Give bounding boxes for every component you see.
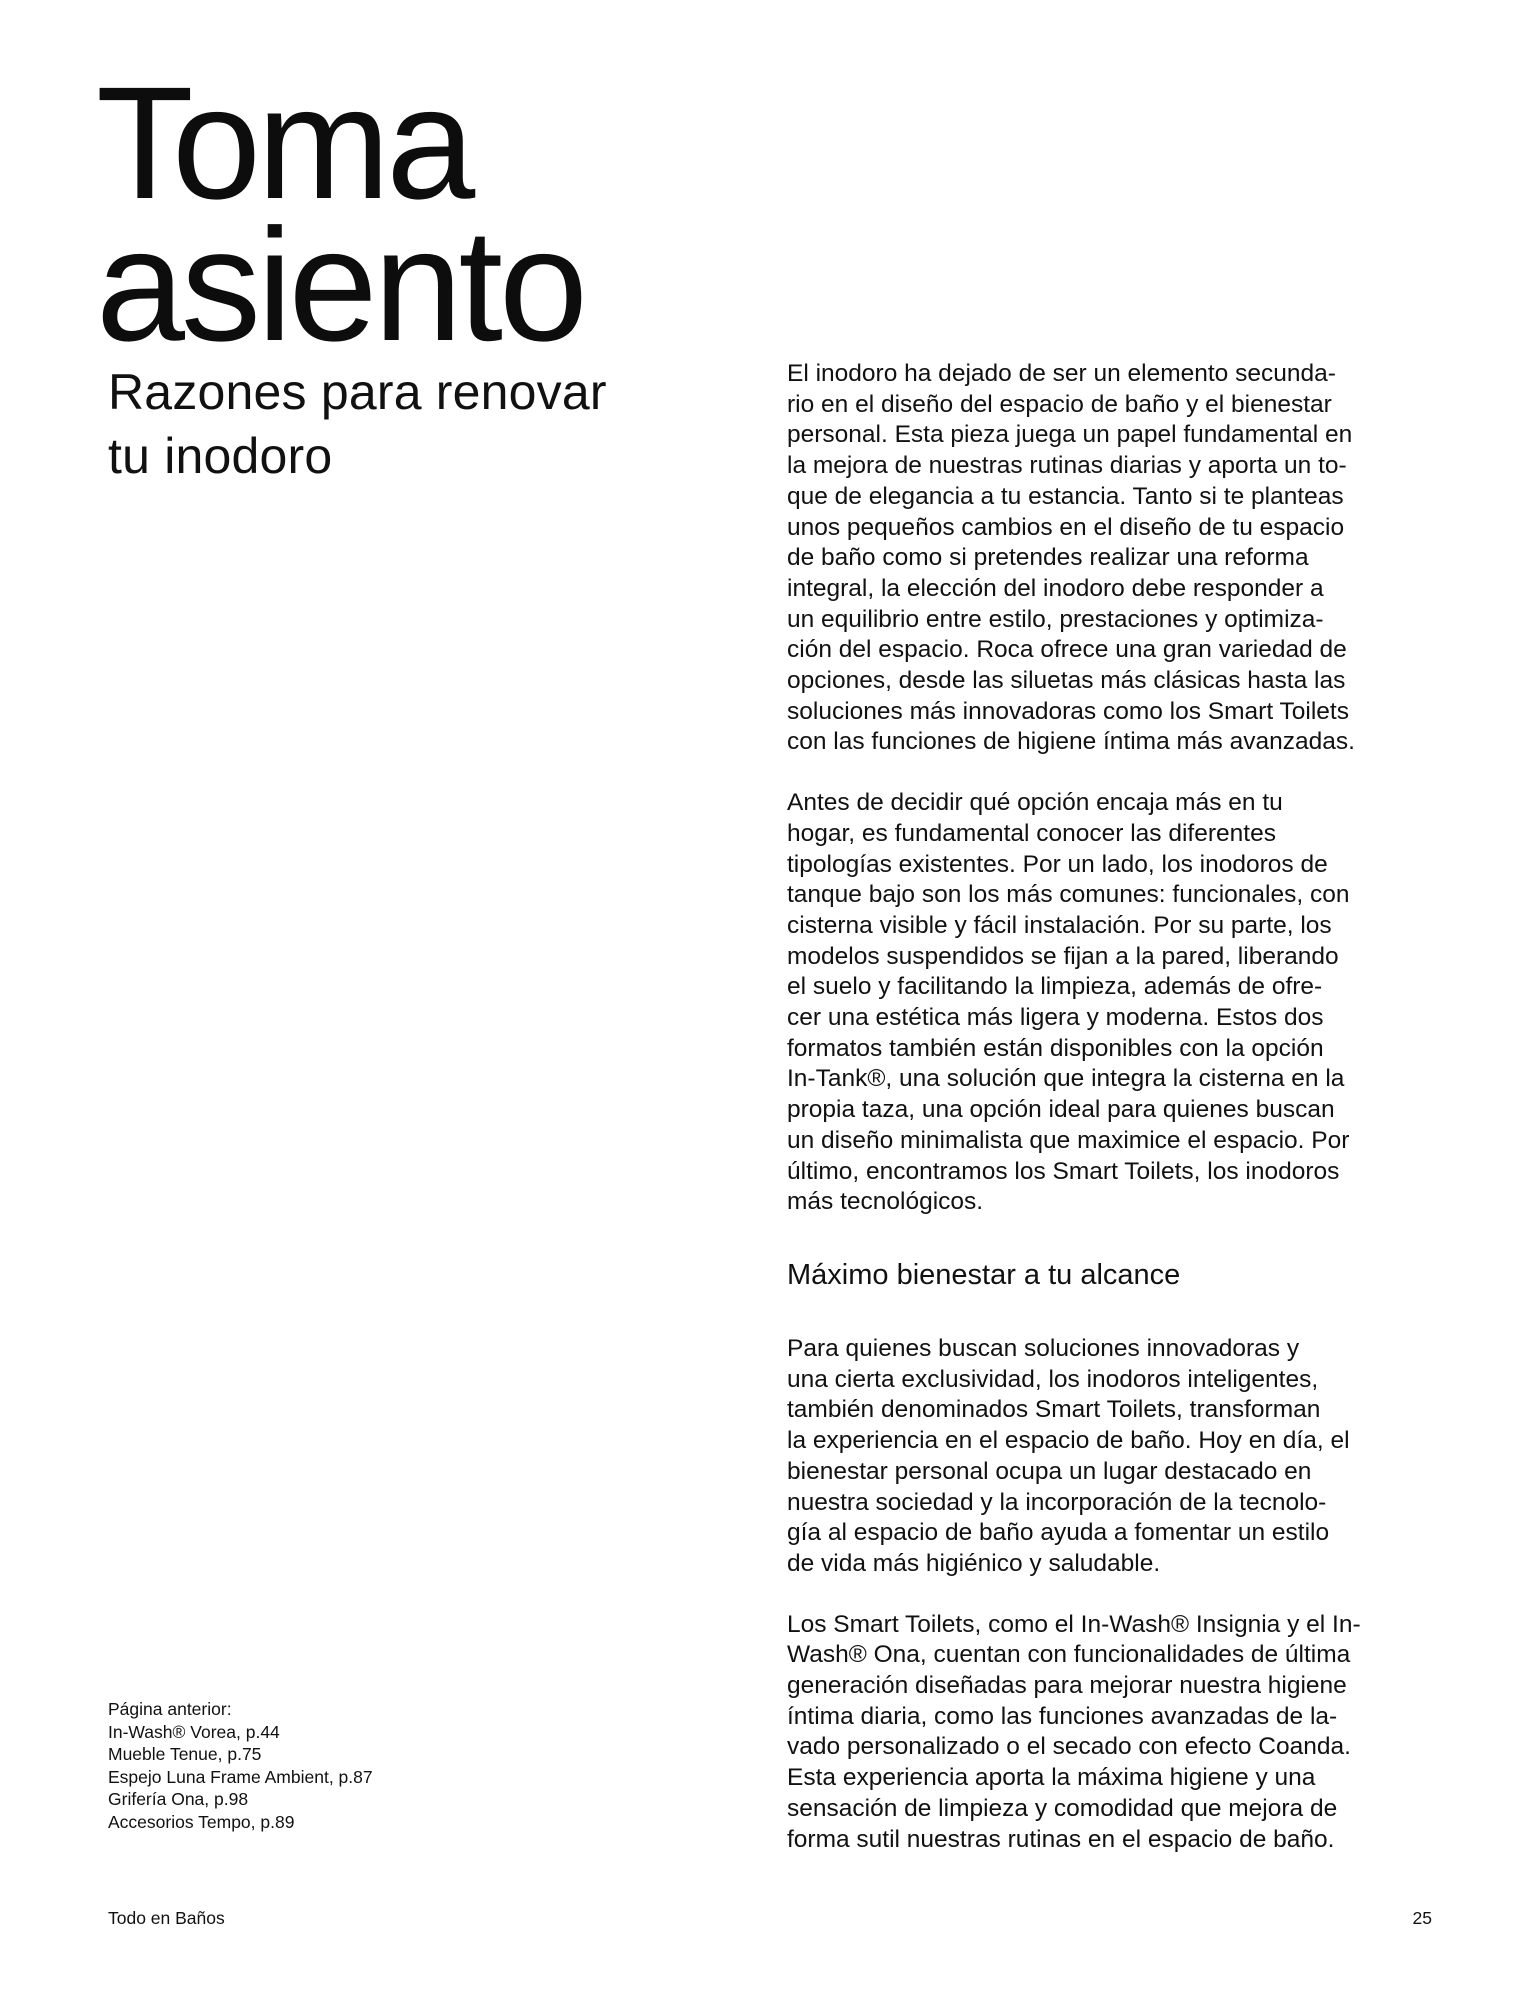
credits-heading: Página anterior: <box>108 1699 232 1719</box>
credit-item: Accesorios Tempo, p.89 <box>108 1811 295 1832</box>
page-title <box>96 53 584 374</box>
credit-item: Grifería Ona, p.98 <box>108 1789 249 1810</box>
page-subtitle <box>108 360 708 488</box>
intro-paragraph: El inodoro ha dejado de ser un elemento secunda- rio en el diseño del espacio de baño y el bienestar personal. Esta pieza juega un papel fundamental en la mejora de nuestras rutinas diarias y aporta un to- que de elegancia a tu estancia. Tanto si te planteas unos pequeños cambios en el diseño de tu espacio de baño como si pretendes realizar una reforma integral, la elección del inodoro debe responder a un equilibrio entre estilo, prestaciones y optimiza- ción del espacio. Roca ofrece una gran variedad de opciones, desde las siluetas más clásicas hasta las soluciones más innovadoras como los Smart Toilets con las funciones de higiene íntima más avanzadas. <box>787 360 1355 756</box>
credit-item: Mueble Tenue, p.75 <box>108 1744 262 1765</box>
subtitle-line-1: Razones para renovar <box>108 364 607 420</box>
title-line-1: Toma <box>96 53 472 232</box>
smart-toilets-features-paragraph: Los Smart Toilets, como el In-Wash® Insignia y el In- Wash® Ona, cuentan con funcionalidades de última generación diseñadas para mejorar nuestra higiene íntima diaria, como las funciones avanzadas de la- vado personalizado o el secado con efecto Coanda. Esta experiencia aporta la máxima higiene y una sensación de limpieza y comodidad que mejora de forma sutil nuestras rutinas en el espacio de baño. <box>787 1610 1361 1853</box>
previous-page-credits <box>108 1698 373 1834</box>
article-body <box>787 359 1437 1855</box>
section-heading: Máximo bienestar a tu alcance <box>787 1258 1181 1291</box>
smart-toilets-paragraph: Para quienes buscan soluciones innovadoras y una cierta exclusividad, los inodoros inteligentes, también denominados Smart Toilets, transforman la experiencia en el espacio de baño. Hoy en día, el bienestar personal ocupa un lugar destacado en nuestra sociedad y la incorporación de la tecnolo- gía al espacio de baño ayuda a fomentar un estilo de vida más higiénico y saludable. <box>787 1334 1350 1577</box>
credit-item: Espejo Luna Frame Ambient, p.87 <box>108 1766 373 1787</box>
credit-item: In-Wash® Vorea, p.44 <box>108 1721 280 1742</box>
title-line-2: asiento <box>96 195 584 374</box>
subtitle-line-2: tu inodoro <box>108 428 333 484</box>
footer-publication: Todo en Baños <box>108 1908 225 1928</box>
page-number: 25 <box>1412 1908 1432 1928</box>
typologies-paragraph: Antes de decidir qué opción encaja más en tu hogar, es fundamental conocer las diferentes tipologías existentes. Por un lado, los inodoros de tanque bajo son los más comunes: funcionales, con cisterna visible y fácil instalación. Por su parte, los modelos suspendidos se fijan a la pared, liberando el suelo y facilitando la limpieza, además de ofre- cer una estética más ligera y moderna. Estos dos formatos también están disponibles con la opción In-Tank®, una solución que integra la cisterna en la propia taza, una opción ideal para quienes buscan un diseño minimalista que maximice el espacio. Por último, encontramos los Smart Toilets, los inodoros más tecnológicos. <box>787 789 1350 1216</box>
